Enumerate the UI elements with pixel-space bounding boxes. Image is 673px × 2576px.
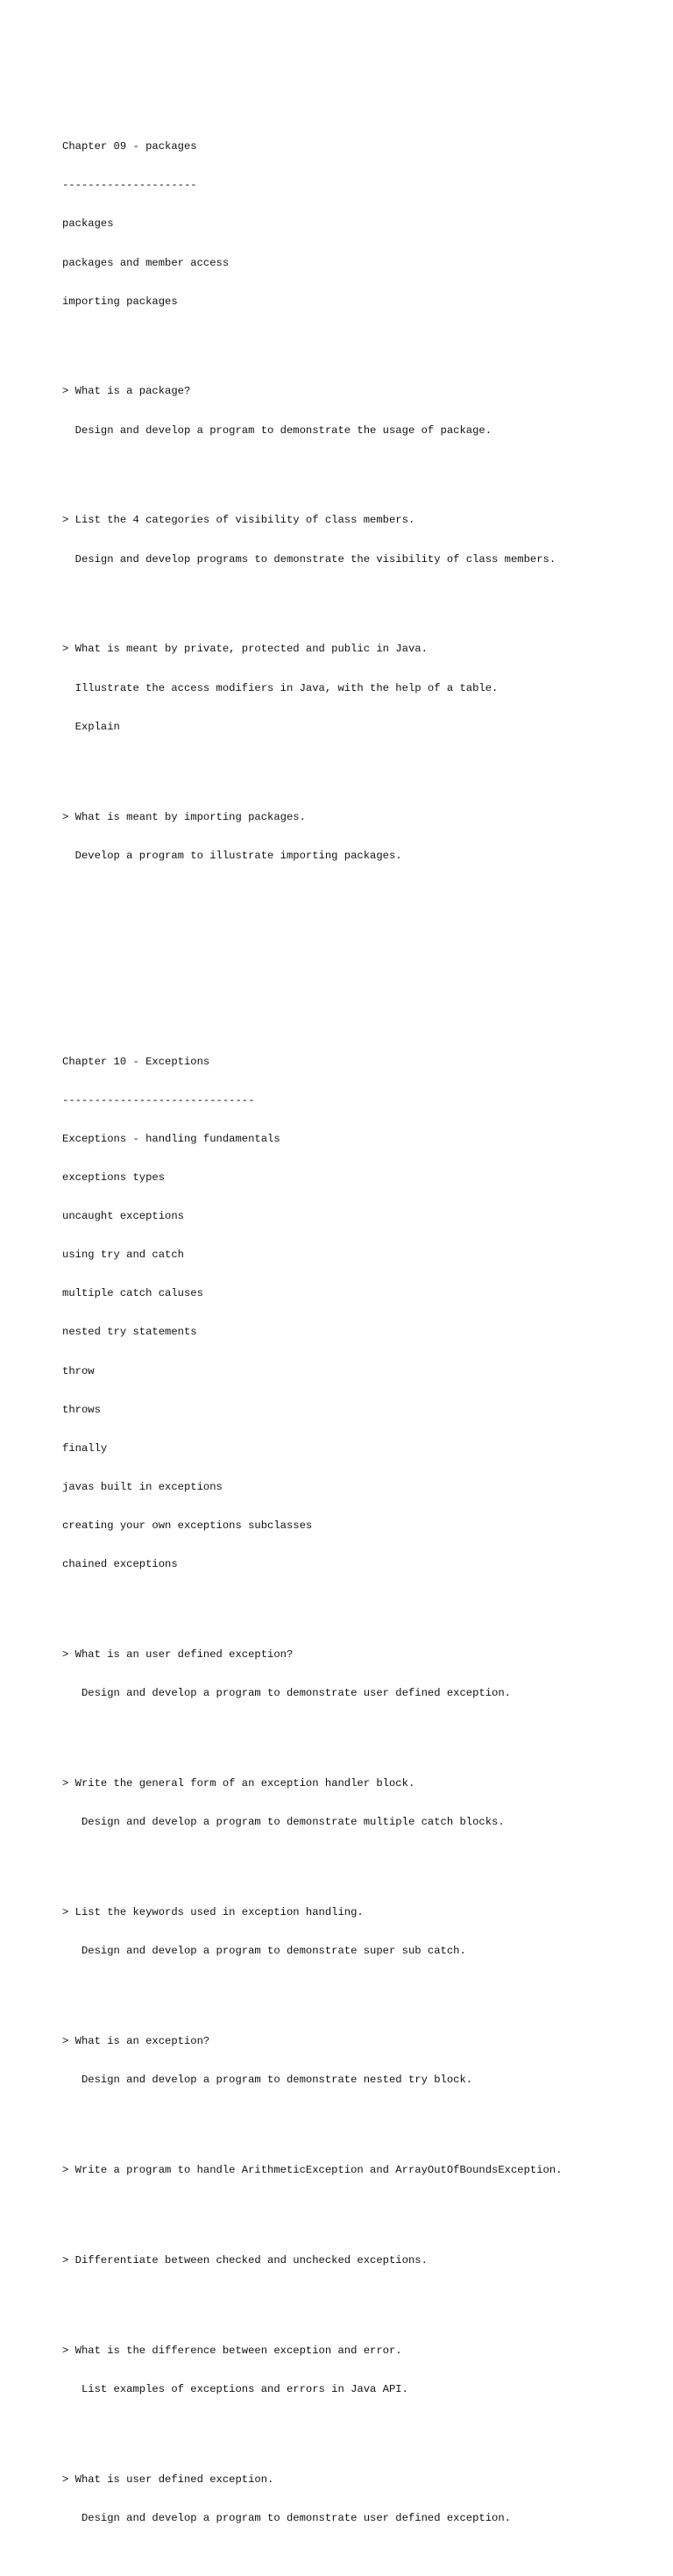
chapter-10-section	[62, 1029, 641, 2550]
question-detail: Design and develop a program to demonstrate user defined exception.	[62, 2511, 511, 2524]
question-line: > What is the difference between exception and error.	[62, 2344, 402, 2357]
question-detail: Explain	[62, 720, 120, 733]
document-page	[62, 63, 641, 2576]
topic-line: packages	[62, 217, 114, 231]
title-underline: ---------------------	[62, 179, 197, 192]
question-line: > What is meant by importing packages.	[62, 810, 306, 823]
topic-line: packages and member access	[62, 256, 230, 269]
question-line: > Differentiate between checked and unchecked exceptions.	[62, 2253, 428, 2266]
question-line: > What is user defined exception.	[62, 2473, 274, 2486]
question-line: > Write a program to handle ArithmeticException and ArrayOutOfBoundsException.	[62, 2163, 563, 2176]
question-line: > What is a package?	[62, 385, 191, 398]
question-line: > List the 4 categories of visibility of class members.	[62, 514, 415, 527]
chapter-09-section	[62, 115, 641, 888]
topic-line: uncaught exceptions	[62, 1210, 184, 1223]
question-detail: Design and develop a program to demonstrate user defined exception.	[62, 1687, 511, 1700]
topic-line: Exceptions - handling fundamentals	[62, 1133, 280, 1146]
chapter-title: Chapter 09 - packages	[62, 140, 197, 153]
question-detail: Design and develop a program to demonstrate super sub catch.	[62, 1945, 466, 1957]
topic-line: using try and catch	[62, 1249, 184, 1262]
topic-line: chained exceptions	[62, 1558, 178, 1571]
question-detail: List examples of exceptions and errors in Java API.	[62, 2382, 408, 2395]
topic-line: importing packages	[62, 295, 178, 308]
question-detail: Design and develop a program to demonstrate nested try block.	[62, 2073, 473, 2086]
question-detail: Develop a program to illustrate importing packages.	[62, 849, 402, 862]
topic-line: throw	[62, 1364, 95, 1377]
question-detail: Illustrate the access modifiers in Java, with the help of a table.	[62, 681, 499, 694]
topic-line: javas built in exceptions	[62, 1480, 223, 1493]
question-detail: Design and develop programs to demonstrate the visibility of class members.	[62, 552, 556, 566]
topic-line: multiple catch caluses	[62, 1287, 203, 1300]
question-line: > What is an exception?	[62, 2034, 210, 2047]
question-detail: Design and develop a program to demonstrate the usage of package.	[62, 423, 492, 437]
question-line: > What is an user defined exception?	[62, 1647, 294, 1661]
question-line: > Write the general form of an exception handler block.	[62, 1776, 415, 1790]
title-underline: ------------------------------	[62, 1093, 255, 1107]
topic-line: creating your own exceptions subclasses	[62, 1519, 313, 1532]
topic-line: throws	[62, 1403, 101, 1416]
topic-line: nested try statements	[62, 1326, 197, 1339]
question-line: > What is meant by private, protected and public in Java.	[62, 643, 428, 656]
question-line: > List the keywords used in exception handling.	[62, 1905, 364, 1918]
topic-line: finally	[62, 1441, 108, 1455]
topic-line: exceptions types	[62, 1171, 166, 1185]
chapter-title: Chapter 10 - Exceptions	[62, 1055, 210, 1068]
question-detail: Design and develop a program to demonstrate multiple catch blocks.	[62, 1816, 505, 1829]
